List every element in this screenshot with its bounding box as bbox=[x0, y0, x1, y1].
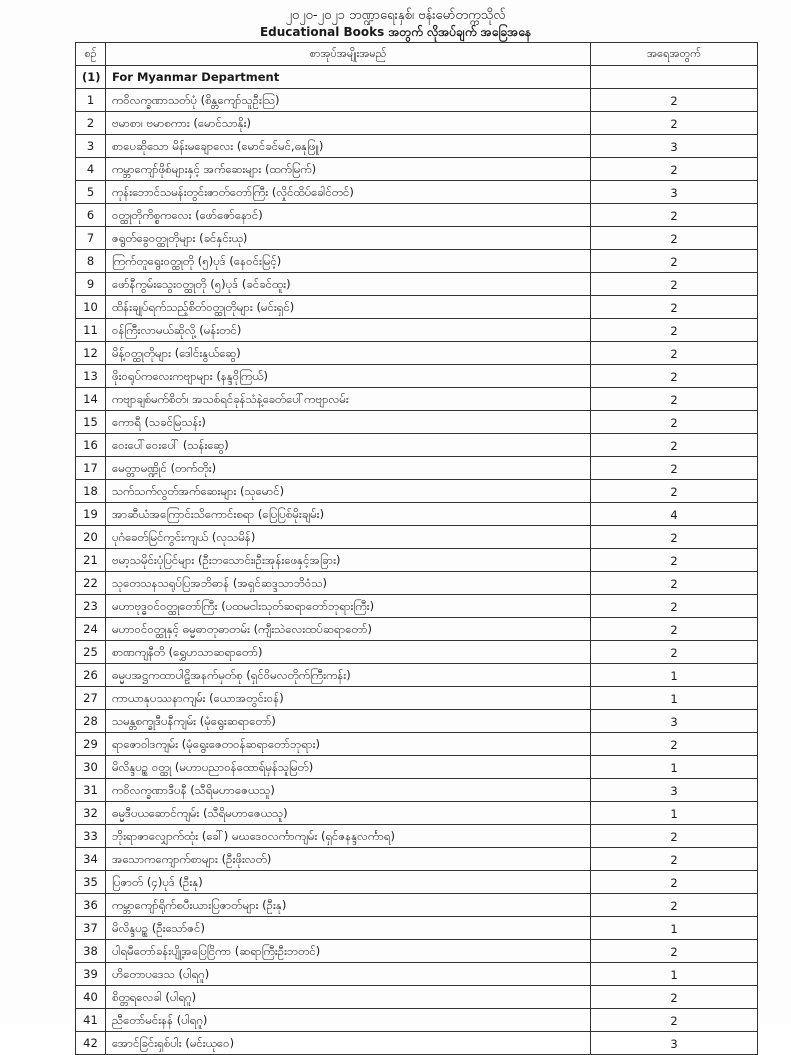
table-row bbox=[76, 825, 758, 848]
table-row bbox=[76, 365, 758, 388]
book-quantity: 2 bbox=[591, 986, 758, 1009]
book-quantity: 2 bbox=[591, 618, 758, 641]
row-number: 5 bbox=[76, 181, 106, 204]
book-quantity: 2 bbox=[591, 112, 758, 135]
book-quantity: 2 bbox=[591, 204, 758, 227]
table-row bbox=[76, 756, 758, 779]
book-quantity: 2 bbox=[591, 595, 758, 618]
book-quantity: 2 bbox=[591, 940, 758, 963]
book-title: ကြက်တူရွေးဝတ္ထုတို (၅)ပုဒ် (နေဝင်းမြင့်) bbox=[106, 250, 591, 273]
row-number: 6 bbox=[76, 204, 106, 227]
book-quantity: 2 bbox=[591, 480, 758, 503]
book-quantity: 2 bbox=[591, 848, 758, 871]
book-quantity: 2 bbox=[591, 411, 758, 434]
table-row bbox=[76, 641, 758, 664]
table-row bbox=[76, 112, 758, 135]
table-row bbox=[76, 388, 758, 411]
book-title: ညီတော်မင်းနန် (ပါရဂူ) bbox=[106, 1009, 591, 1032]
book-title: သက်သက်လွတ်အက်ဆေးများ (သုမောင်) bbox=[106, 480, 591, 503]
table-header-row bbox=[76, 43, 758, 66]
book-title: မဟာဗုဒ္ဓဝင်ဝတ္ထုတော်ကြီး (ပထမငါးသုတ်ဆရာတော်ဘုရားကြီး) bbox=[106, 595, 591, 618]
table-row bbox=[76, 480, 758, 503]
row-number: 28 bbox=[76, 710, 106, 733]
book-title: ရာဇောဝါဒကျမ်း (မုံရွေးဇေတဝန်ဆရာတော်ဘုရား) bbox=[106, 733, 591, 756]
row-number: 33 bbox=[76, 825, 106, 848]
book-quantity: 2 bbox=[591, 871, 758, 894]
table-row bbox=[76, 710, 758, 733]
row-number: 37 bbox=[76, 917, 106, 940]
row-number: 7 bbox=[76, 227, 106, 250]
row-number: 27 bbox=[76, 687, 106, 710]
row-number: 24 bbox=[76, 618, 106, 641]
document-title-line2: Educational Books အတွက် လိုအပ်ချက် အခြေအနေ bbox=[259, 25, 532, 39]
book-title: ကဝိလက္ခဏာသတ်ပုံ (စိန္တကျော်သူဦးဩ) bbox=[106, 89, 591, 112]
table-row bbox=[76, 871, 758, 894]
row-number: 9 bbox=[76, 273, 106, 296]
book-title: စိတ္တရလေခါ (ပါရဂူ) bbox=[106, 986, 591, 1009]
row-number: 38 bbox=[76, 940, 106, 963]
row-number: 29 bbox=[76, 733, 106, 756]
table-row bbox=[76, 434, 758, 457]
table-row bbox=[76, 549, 758, 572]
row-number: 15 bbox=[76, 411, 106, 434]
book-title: ဇရွတ်ခွေဝတ္ထုတိုများ (ခင်နှင်းယု) bbox=[106, 227, 591, 250]
column-header-no: စဉ် bbox=[76, 43, 106, 66]
book-quantity: 2 bbox=[591, 342, 758, 365]
book-title: စာပေဆိုသော မိန်းမချောလေး (မောင်ခင်မင်,ဓနုဖြူ) bbox=[106, 135, 591, 158]
row-number: 40 bbox=[76, 986, 106, 1009]
book-quantity: 1 bbox=[591, 756, 758, 779]
row-number: 18 bbox=[76, 480, 106, 503]
book-title: ဝေးပေါ်ဝေးပေါ် (သန်းဆွေ) bbox=[106, 434, 591, 457]
book-title: ပြဇာတ် (၄)ပုဒ် (ဦးနု) bbox=[106, 871, 591, 894]
document-title-line1: ၂၀၂၀-၂၀၂၁ ဘဏ္ဍာရေးနှစ်၊ ဗန်းမော်တက္ကသိုလ် bbox=[285, 8, 506, 23]
table-row bbox=[76, 342, 758, 365]
book-quantity: 2 bbox=[591, 388, 758, 411]
book-quantity: 1 bbox=[591, 664, 758, 687]
section-row bbox=[76, 66, 758, 89]
book-title: ကဗျာချစ်မက်စိတ်၊ အသစ်ရင်ခုန်သံနဲ့ခေတ်ပေါ်ကဗျာလမ်း bbox=[106, 388, 591, 411]
book-quantity: 2 bbox=[591, 549, 758, 572]
book-quantity: 2 bbox=[591, 365, 758, 388]
book-quantity: 3 bbox=[591, 135, 758, 158]
section-qty-cell bbox=[591, 66, 758, 89]
book-quantity: 2 bbox=[591, 572, 758, 595]
book-title: ဓမ္မပအဋ္ဌကထာပါဠိအနက်မှတ်စု (ရှင်ဝိမလတိုက်ကြီးကန်း) bbox=[106, 664, 591, 687]
table-row bbox=[76, 250, 758, 273]
section-number: (1) bbox=[76, 66, 106, 89]
book-title: ကဝိလက္ခဏာဒီပနီ (သီရိမဟာဇေယသူ) bbox=[106, 779, 591, 802]
table-body bbox=[76, 66, 758, 1055]
book-title: မေတ္တာမဏ္ဍိုင် (တက်တိုး) bbox=[106, 457, 591, 480]
book-title: ဓမ္မဒီပယဆောင်ကျမ်း (သီရိမဟာဇေယသူ) bbox=[106, 802, 591, 825]
row-number: 39 bbox=[76, 963, 106, 986]
book-title: မဟာဝင်ဝတ္ထုနှင့် ဓမ္မဓာတုဓာတမ်း (ကျီးသဲလေးထပ်ဆရာတော်) bbox=[106, 618, 591, 641]
table-row bbox=[76, 664, 758, 687]
book-quantity: 2 bbox=[591, 434, 758, 457]
table-row bbox=[76, 917, 758, 940]
book-quantity: 2 bbox=[591, 526, 758, 549]
table-row bbox=[76, 296, 758, 319]
book-quantity: 2 bbox=[591, 641, 758, 664]
book-quantity: 2 bbox=[591, 894, 758, 917]
book-quantity: 2 bbox=[591, 273, 758, 296]
table-row bbox=[76, 940, 758, 963]
row-number: 23 bbox=[76, 595, 106, 618]
table-row bbox=[76, 204, 758, 227]
book-title: ဟိတောပဒေသ (ပါရဂူ) bbox=[106, 963, 591, 986]
row-number: 20 bbox=[76, 526, 106, 549]
book-title: ဝတ္ထုတိုကိစ္စကလေး (ဖော်ဇော်နောင်) bbox=[106, 204, 591, 227]
column-header-qty: အရေအတွက် bbox=[591, 43, 758, 66]
row-number: 11 bbox=[76, 319, 106, 342]
table-row bbox=[76, 89, 758, 112]
book-requirements-table bbox=[75, 42, 758, 1055]
book-title: စာဏကျနီတိ (ရွှေဟသာဆရာတော်) bbox=[106, 641, 591, 664]
table-row bbox=[76, 158, 758, 181]
book-quantity: 3 bbox=[591, 1032, 758, 1055]
row-number: 8 bbox=[76, 250, 106, 273]
book-title: ဖိုးဝရုပ်ကလေးကဗျာများ (နန္ဒဝိုကြယ်) bbox=[106, 365, 591, 388]
book-title: မိန့်ဝတ္ထုတိုများ (ဒေါင်းနွယ်ဆွေ) bbox=[106, 342, 591, 365]
row-number: 4 bbox=[76, 158, 106, 181]
book-title: အောင်ခြင်းရှစ်ပါး (မင်းယုဝေ) bbox=[106, 1032, 591, 1055]
row-number: 36 bbox=[76, 894, 106, 917]
book-quantity: 2 bbox=[591, 457, 758, 480]
book-quantity: 3 bbox=[591, 181, 758, 204]
row-number: 30 bbox=[76, 756, 106, 779]
book-title: ကာယာနုပဿနာကျမ်း (ယောအတွင်းဝန်) bbox=[106, 687, 591, 710]
book-title: ပုဂံခေတ်မြင်ကွင်းကျယ် (လုသမိန်) bbox=[106, 526, 591, 549]
row-number: 2 bbox=[76, 112, 106, 135]
table-row bbox=[76, 1009, 758, 1032]
table-row bbox=[76, 963, 758, 986]
row-number: 21 bbox=[76, 549, 106, 572]
table-row bbox=[76, 733, 758, 756]
table-row bbox=[76, 457, 758, 480]
book-quantity: 2 bbox=[591, 89, 758, 112]
row-number: 16 bbox=[76, 434, 106, 457]
table-row bbox=[76, 1032, 758, 1055]
book-quantity: 3 bbox=[591, 779, 758, 802]
table-row bbox=[76, 779, 758, 802]
table-row bbox=[76, 802, 758, 825]
table-row bbox=[76, 135, 758, 158]
row-number: 35 bbox=[76, 871, 106, 894]
table-row bbox=[76, 595, 758, 618]
table-row bbox=[76, 227, 758, 250]
book-quantity: 1 bbox=[591, 802, 758, 825]
book-quantity: 2 bbox=[591, 296, 758, 319]
row-number: 25 bbox=[76, 641, 106, 664]
book-title: ဗမာ့သမိုင်းပုံပြင်များ (ဦးဘသောင်း၊ဦးအုန်းဖေနှင့်အခြား) bbox=[106, 549, 591, 572]
book-quantity: 1 bbox=[591, 687, 758, 710]
table-row bbox=[76, 411, 758, 434]
book-title: သမန္တစက္ခုဒီပနီကျမ်း (မုံရွေးဆရာတော်) bbox=[106, 710, 591, 733]
book-quantity: 3 bbox=[591, 710, 758, 733]
book-quantity: 1 bbox=[591, 963, 758, 986]
row-number: 10 bbox=[76, 296, 106, 319]
table-row bbox=[76, 618, 758, 641]
row-number: 26 bbox=[76, 664, 106, 687]
table-row bbox=[76, 273, 758, 296]
row-number: 41 bbox=[76, 1009, 106, 1032]
book-title: ကမ္ဘာကျော်ရိုက်စပီးယားပြဇာတ်များ (ဦးနု) bbox=[106, 894, 591, 917]
table-row bbox=[76, 181, 758, 204]
row-number: 32 bbox=[76, 802, 106, 825]
table-row bbox=[76, 503, 758, 526]
table-row bbox=[76, 986, 758, 1009]
row-number: 17 bbox=[76, 457, 106, 480]
book-title: အာဆီယံအကြောင်းသိကောင်းစရာ (ပြေပြစ်မိုးချမ်း) bbox=[106, 503, 591, 526]
book-quantity: 2 bbox=[591, 227, 758, 250]
book-title: ဝန်ကြီးလာမယ်ဆိုလို့ (မန်းတင်) bbox=[106, 319, 591, 342]
book-title: ဘိုးရာဇာလျှောက်ထုံး (ခေါ်) မဃဒေဝလင်္ကာကျမ်း (ရှင်ဇနန္ဒလင်္ကာရ) bbox=[106, 825, 591, 848]
book-quantity: 4 bbox=[591, 503, 758, 526]
row-number: 22 bbox=[76, 572, 106, 595]
row-number: 34 bbox=[76, 848, 106, 871]
table-row bbox=[76, 894, 758, 917]
book-quantity: 2 bbox=[591, 319, 758, 342]
table-row bbox=[76, 687, 758, 710]
book-title: မိလိန္ဒပဉ္စ (ဦးသော်ဇင်) bbox=[106, 917, 591, 940]
book-title: သုတေသနသရုပ်ပြအဘိဓာန် (အရှင်ဆဒ္ဒသာဘိဝံသ) bbox=[106, 572, 591, 595]
section-label: For Myanmar Department bbox=[106, 66, 591, 89]
book-quantity: 2 bbox=[591, 250, 758, 273]
book-title: မိလိန္ဒပဉ္စ ဝတ္ထု (မဟာပညာဝန်ထောရ်မှန်သူမြတ်) bbox=[106, 756, 591, 779]
row-number: 19 bbox=[76, 503, 106, 526]
row-number: 13 bbox=[76, 365, 106, 388]
book-quantity: 1 bbox=[591, 917, 758, 940]
row-number: 3 bbox=[76, 135, 106, 158]
row-number: 12 bbox=[76, 342, 106, 365]
book-title: ဗမာစာ၊ ဗမာစကား (မောင်သာနိုး) bbox=[106, 112, 591, 135]
book-quantity: 2 bbox=[591, 158, 758, 181]
book-title: ကုန်းဘောင်သမန်းတွင်းဇာတ်တော်ကြီး (လှိုင်ထိပ်ခေါင်တင်) bbox=[106, 181, 591, 204]
book-title: ထိန်းချုပ်ရက်သည့်စိတ်ဝတ္ထုတိုများ (မင်းရှင်) bbox=[106, 296, 591, 319]
book-title: ပါရမီတော်ခန်းပျို့အပြေငြိကာ (ဆရာကြီးဦးဘတင်) bbox=[106, 940, 591, 963]
book-title: ကမ္ဘာကျော်ဖိုစ်များနှင့် အက်ဆေးများ (ထက်မြက်) bbox=[106, 158, 591, 181]
table-row bbox=[76, 848, 758, 871]
book-title: ကောရီ (သခင်မြသန်း) bbox=[106, 411, 591, 434]
table-row bbox=[76, 319, 758, 342]
row-number: 14 bbox=[76, 388, 106, 411]
column-header-title: စာအုပ်အမျိုးအမည် bbox=[106, 43, 591, 66]
book-title: ဖော်နီကွမ်းသွေးဝတ္ထုတို (၅)ပုဒ် (ခင်ခင်ထူး) bbox=[106, 273, 591, 296]
table-row bbox=[76, 526, 758, 549]
book-quantity: 2 bbox=[591, 825, 758, 848]
book-quantity: 2 bbox=[591, 733, 758, 756]
row-number: 31 bbox=[76, 779, 106, 802]
row-number: 42 bbox=[76, 1032, 106, 1055]
row-number: 1 bbox=[76, 89, 106, 112]
book-title: အသောကကျောက်စာများ (ဦးဖိုးလတ်) bbox=[106, 848, 591, 871]
table-row bbox=[76, 572, 758, 595]
book-quantity: 2 bbox=[591, 1009, 758, 1032]
